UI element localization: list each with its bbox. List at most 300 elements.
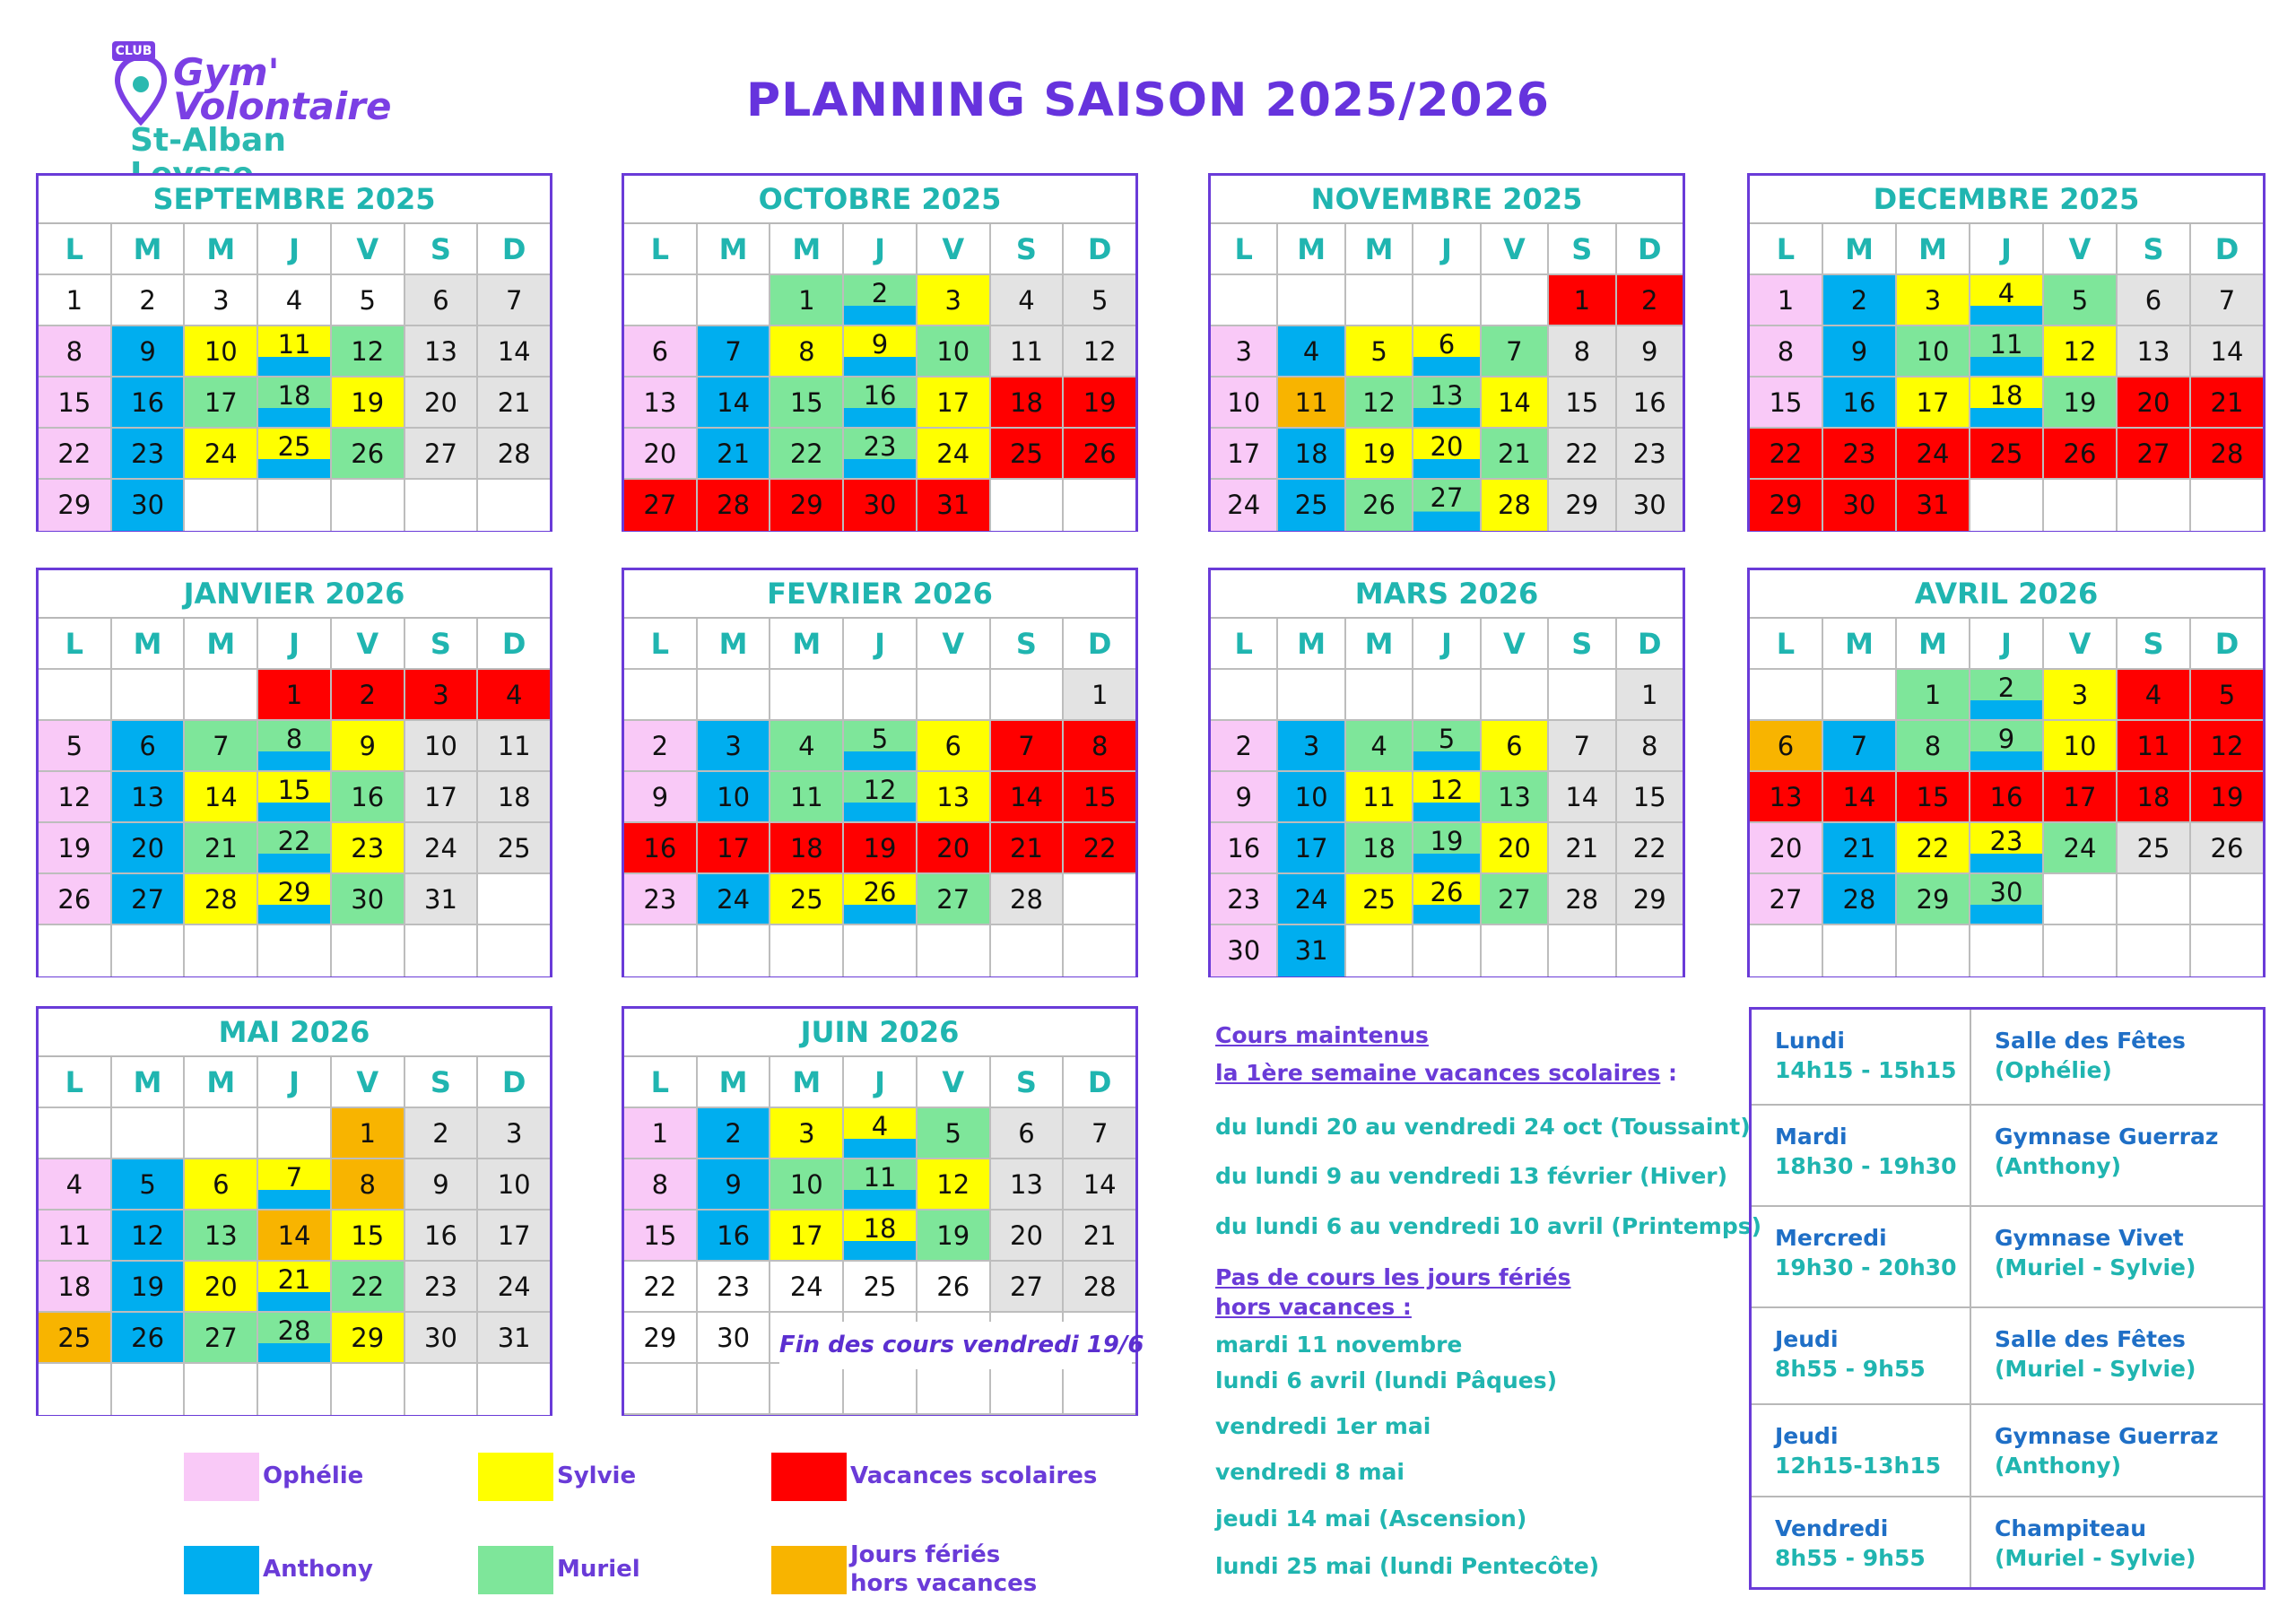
- weekday-label: V: [1482, 224, 1549, 275]
- day-number: 6: [1438, 329, 1456, 360]
- schedule-time: 8h55 - 9h55: [1775, 1545, 1926, 1571]
- weekday-label: D: [478, 1057, 550, 1108]
- day-number: 27: [424, 438, 457, 469]
- day-cell: [2044, 429, 2118, 480]
- legend-label: Anthony: [263, 1556, 373, 1583]
- day-number: 29: [643, 1323, 677, 1353]
- weekday-label: S: [405, 224, 479, 275]
- weekday-label: M: [1278, 619, 1345, 670]
- day-number: 24: [1227, 490, 1261, 520]
- day-cell: [2191, 721, 2263, 772]
- weekday-label: D: [478, 224, 550, 275]
- day-cell: [39, 378, 112, 429]
- weekday-label: M: [185, 1057, 258, 1108]
- weekday-header: [39, 224, 550, 275]
- day-number: 23: [717, 1271, 751, 1302]
- day-cell: [1064, 275, 1135, 326]
- day-cell: [478, 275, 550, 326]
- week-row: [1211, 275, 1683, 326]
- day-cell: [770, 721, 844, 772]
- day-number: 6: [1018, 1118, 1035, 1149]
- day-number: 16: [863, 380, 897, 411]
- day-cell: [1970, 480, 2044, 531]
- day-cell: [770, 326, 844, 378]
- day-cell: [1413, 721, 1481, 772]
- day-number: 8: [798, 336, 815, 367]
- weekday-label: V: [332, 224, 405, 275]
- day-cell: [1823, 326, 1897, 378]
- day-number: 11: [1294, 387, 1328, 418]
- day-cell: [844, 925, 918, 976]
- day-cell: [1970, 429, 2044, 480]
- day-cell: [1278, 772, 1345, 823]
- day-cell: [112, 378, 186, 429]
- day-cell: [991, 326, 1065, 378]
- schedule-day-cell: [1752, 1010, 1971, 1104]
- legend-label: Sylvie: [557, 1462, 637, 1489]
- schedule-coach: (Anthony): [1995, 1153, 2122, 1179]
- day-number: 8: [1641, 731, 1658, 761]
- day-number: 1: [651, 1118, 669, 1149]
- month-title: AVRIL 2026: [1750, 570, 2263, 619]
- day-cell: [1278, 874, 1345, 925]
- day-number: 19: [1430, 826, 1464, 856]
- day-cell: [332, 1262, 405, 1313]
- day-number: 16: [717, 1220, 751, 1251]
- day-cell: [405, 326, 479, 378]
- day-number: 1: [359, 1118, 376, 1149]
- day-cell: [112, 1313, 186, 1364]
- schedule-place: Salle des Fêtes: [1995, 1028, 2186, 1054]
- schedule-day: Jeudi: [1775, 1423, 1839, 1449]
- day-number: 6: [2144, 285, 2162, 316]
- day-number: 28: [497, 438, 531, 469]
- day-cell: [624, 823, 698, 874]
- day-cell: [112, 670, 186, 721]
- day-number: 31: [936, 490, 970, 520]
- day-number: 24: [497, 1271, 531, 1302]
- day-cell: [405, 772, 479, 823]
- day-number: 1: [1091, 680, 1109, 710]
- info-holiday-4: vendredi 8 mai: [1215, 1459, 1405, 1485]
- week-row: [39, 480, 550, 531]
- day-cell: [624, 925, 698, 976]
- day-cell: [624, 1159, 698, 1211]
- day-cell: [2044, 378, 2118, 429]
- day-cell: [185, 378, 258, 429]
- day-cell: [1064, 721, 1135, 772]
- week-row: [39, 823, 550, 874]
- day-cell: [1211, 670, 1278, 721]
- day-number: 14: [497, 336, 531, 367]
- weekday-label: D: [1064, 224, 1135, 275]
- day-number: 18: [277, 380, 311, 411]
- day-cell: [112, 874, 186, 925]
- day-cell: [478, 1262, 550, 1313]
- day-number: 5: [1091, 285, 1109, 316]
- week-row: [1211, 823, 1683, 874]
- day-cell: [1970, 874, 2044, 925]
- day-cell: [405, 1313, 479, 1364]
- weekday-header: [1750, 224, 2263, 275]
- day-cell: [185, 1108, 258, 1159]
- day-cell: [2044, 326, 2118, 378]
- week-row: [1211, 772, 1683, 823]
- day-number: 4: [871, 1111, 889, 1141]
- weekday-label: L: [39, 224, 112, 275]
- day-number: 20: [204, 1271, 238, 1302]
- week-row: [624, 1211, 1135, 1262]
- day-number: 19: [2063, 387, 2097, 418]
- day-number: 21: [1010, 833, 1043, 864]
- schedule-place: Champiteau: [1995, 1515, 2147, 1541]
- day-cell: [1970, 772, 2044, 823]
- schedule-row: [1752, 1497, 2263, 1587]
- day-cell: [1750, 326, 1823, 378]
- day-cell: [1823, 721, 1897, 772]
- day-number: 2: [1997, 673, 2015, 703]
- weekday-label: J: [1413, 619, 1481, 670]
- day-cell: [1617, 326, 1683, 378]
- day-number: 28: [1010, 884, 1043, 915]
- day-cell: [39, 326, 112, 378]
- weekday-header: [39, 619, 550, 670]
- day-cell: [2118, 823, 2191, 874]
- month-title: MAI 2026: [39, 1009, 550, 1057]
- weekday-label: D: [2191, 619, 2263, 670]
- day-cell: [1346, 772, 1413, 823]
- day-number: 30: [424, 1323, 457, 1353]
- weekday-label: D: [478, 619, 550, 670]
- info-holiday-3: vendredi 1er mai: [1215, 1413, 1431, 1439]
- day-number: 25: [789, 884, 823, 915]
- day-number: 17: [2063, 782, 2097, 812]
- schedule-place-cell: [1971, 1497, 2263, 1587]
- day-cell: [844, 480, 918, 531]
- day-cell: [332, 275, 405, 326]
- day-number: 30: [1989, 877, 2023, 907]
- day-cell: [991, 772, 1065, 823]
- day-cell: [698, 1364, 771, 1415]
- day-number: 5: [871, 724, 889, 754]
- weekday-header: [624, 1057, 1135, 1108]
- day-number: 2: [1641, 285, 1658, 316]
- day-cell: [991, 721, 1065, 772]
- day-cell: [1549, 772, 1616, 823]
- day-cell: [1413, 772, 1481, 823]
- logo-line2: Volontaire: [173, 84, 392, 128]
- weekday-label: L: [1750, 224, 1823, 275]
- day-number: 19: [131, 1271, 165, 1302]
- day-number: 2: [725, 1118, 742, 1149]
- day-cell: [991, 874, 1065, 925]
- day-number: 13: [424, 336, 457, 367]
- day-number: 27: [131, 884, 165, 915]
- day-cell: [185, 670, 258, 721]
- day-number: 1: [1573, 285, 1591, 316]
- day-number: 20: [1430, 431, 1464, 462]
- day-number: 12: [1430, 775, 1464, 805]
- day-cell: [112, 429, 186, 480]
- legend-label: Vacances scolaires: [850, 1462, 1098, 1489]
- day-cell: [844, 670, 918, 721]
- schedule-day: Mardi: [1775, 1124, 1848, 1150]
- day-cell: [405, 1159, 479, 1211]
- day-cell: [405, 925, 479, 976]
- day-number: 23: [131, 438, 165, 469]
- day-cell: [1823, 378, 1897, 429]
- week-row: [624, 326, 1135, 378]
- day-cell: [1750, 874, 1823, 925]
- week-row: [1211, 925, 1683, 976]
- day-number: 5: [944, 1118, 961, 1149]
- day-cell: [39, 1313, 112, 1364]
- month-title: OCTOBRE 2025: [624, 176, 1135, 224]
- day-number: 10: [424, 731, 457, 761]
- week-row: [624, 275, 1135, 326]
- day-cell: [1413, 275, 1481, 326]
- day-cell: [332, 326, 405, 378]
- day-cell: [478, 1313, 550, 1364]
- day-cell: [1278, 378, 1345, 429]
- day-number: 8: [359, 1169, 376, 1200]
- day-number: 8: [1777, 336, 1795, 367]
- day-number: 12: [351, 336, 385, 367]
- weekday-label: L: [624, 224, 698, 275]
- day-number: 18: [2136, 782, 2170, 812]
- day-cell: [1750, 429, 1823, 480]
- day-cell: [770, 925, 844, 976]
- day-number: 3: [1924, 285, 1942, 316]
- day-cell: [405, 874, 479, 925]
- day-cell: [918, 1364, 991, 1415]
- day-cell: [770, 670, 844, 721]
- day-cell: [918, 1262, 991, 1313]
- schedule-place: Gymnase Guerraz: [1995, 1423, 2219, 1449]
- day-number: 19: [936, 1220, 970, 1251]
- day-cell: [991, 1108, 1065, 1159]
- weekday-label: M: [770, 1057, 844, 1108]
- info-vacation-2: du lundi 9 au vendredi 13 février (Hiver): [1215, 1163, 1728, 1189]
- schedule-place-cell: [1971, 1207, 2263, 1306]
- day-cell: [1970, 326, 2044, 378]
- day-cell: [1823, 772, 1897, 823]
- day-number: 14: [1565, 782, 1599, 812]
- day-number: 27: [204, 1323, 238, 1353]
- day-number: 7: [505, 285, 523, 316]
- week-row: [39, 874, 550, 925]
- day-number: 17: [204, 387, 238, 418]
- weekday-label: M: [1823, 224, 1897, 275]
- weekday-label: M: [770, 619, 844, 670]
- weekday-label: J: [258, 619, 332, 670]
- day-cell: [991, 1211, 1065, 1262]
- weekday-label: V: [918, 1057, 991, 1108]
- day-number: 14: [1842, 782, 1876, 812]
- day-cell: [405, 721, 479, 772]
- day-number: 12: [863, 775, 897, 805]
- weekday-label: S: [2118, 224, 2191, 275]
- day-number: 9: [139, 336, 156, 367]
- month-calendar: [622, 173, 1138, 532]
- legend-label: Jours fériés hors vacances: [850, 1541, 1038, 1597]
- day-number: 18: [1989, 380, 2023, 411]
- day-cell: [1549, 378, 1616, 429]
- day-cell: [698, 721, 771, 772]
- day-number: 20: [1769, 833, 1803, 864]
- day-cell: [844, 429, 918, 480]
- day-cell: [1970, 670, 2044, 721]
- day-cell: [1549, 275, 1616, 326]
- day-number: 18: [863, 1213, 897, 1244]
- day-cell: [1346, 823, 1413, 874]
- day-number: 17: [424, 782, 457, 812]
- day-number: 21: [277, 1264, 311, 1295]
- month-calendar: [36, 1006, 552, 1416]
- day-number: 10: [204, 336, 238, 367]
- info-holiday-6: lundi 25 mai (lundi Pentecôte): [1215, 1553, 1600, 1579]
- day-cell: [112, 925, 186, 976]
- day-cell: [112, 772, 186, 823]
- day-number: 4: [1302, 336, 1320, 367]
- day-number: 31: [497, 1323, 531, 1353]
- day-number: 11: [497, 731, 531, 761]
- month-title: JANVIER 2026: [39, 570, 550, 619]
- day-number: 6: [139, 731, 156, 761]
- day-number: 13: [1497, 782, 1531, 812]
- weekday-label: M: [698, 1057, 771, 1108]
- day-number: 2: [871, 278, 889, 308]
- day-number: 29: [1916, 884, 1950, 915]
- day-number: 1: [65, 285, 83, 316]
- day-cell: [39, 429, 112, 480]
- schedule-day-cell: [1752, 1497, 1971, 1587]
- day-cell: [112, 823, 186, 874]
- day-number: 16: [1842, 387, 1876, 418]
- weekday-label: M: [1897, 619, 1970, 670]
- day-number: 20: [643, 438, 677, 469]
- day-cell: [1750, 480, 1823, 531]
- day-number: 30: [1842, 490, 1876, 520]
- day-number: 25: [863, 1271, 897, 1302]
- week-row: [39, 1313, 550, 1364]
- day-cell: [1211, 721, 1278, 772]
- day-cell: [1482, 721, 1549, 772]
- day-cell: [2118, 275, 2191, 326]
- day-number: 27: [1769, 884, 1803, 915]
- day-number: 7: [1573, 731, 1591, 761]
- day-cell: [258, 429, 332, 480]
- info-heading-1: Cours maintenus: [1215, 1022, 1429, 1048]
- weekday-label: J: [844, 619, 918, 670]
- day-number: 3: [505, 1118, 523, 1149]
- day-number: 15: [789, 387, 823, 418]
- day-number: 6: [213, 1169, 230, 1200]
- month-calendar: [1747, 173, 2266, 532]
- day-number: 2: [432, 1118, 449, 1149]
- day-number: 10: [2063, 731, 2097, 761]
- day-cell: [770, 1364, 844, 1415]
- day-cell: [258, 480, 332, 531]
- weekday-label: M: [698, 619, 771, 670]
- day-cell: [991, 1262, 1065, 1313]
- day-cell: [698, 1262, 771, 1313]
- day-cell: [1897, 925, 1970, 976]
- day-number: 24: [204, 438, 238, 469]
- day-cell: [185, 874, 258, 925]
- day-cell: [770, 480, 844, 531]
- day-cell: [1897, 326, 1970, 378]
- day-number: 19: [1083, 387, 1117, 418]
- day-cell: [332, 480, 405, 531]
- day-number: 7: [1850, 731, 1868, 761]
- day-cell: [698, 1108, 771, 1159]
- day-cell: [112, 275, 186, 326]
- day-number: 12: [57, 782, 91, 812]
- day-number: 20: [936, 833, 970, 864]
- schedule-place: Gymnase Vivet: [1995, 1225, 2184, 1251]
- day-cell: [1211, 326, 1278, 378]
- day-cell: [844, 1211, 918, 1262]
- day-number: 21: [497, 387, 531, 418]
- day-cell: [991, 429, 1065, 480]
- day-cell: [1549, 925, 1616, 976]
- day-number: 2: [139, 285, 156, 316]
- day-number: 27: [1010, 1271, 1043, 1302]
- day-cell: [844, 326, 918, 378]
- day-cell: [185, 1262, 258, 1313]
- day-cell: [39, 1211, 112, 1262]
- day-number: 18: [497, 782, 531, 812]
- day-cell: [770, 1159, 844, 1211]
- week-row: [39, 1364, 550, 1415]
- day-number: 15: [643, 1220, 677, 1251]
- day-cell: [1346, 275, 1413, 326]
- schedule-time: 12h15-13h15: [1775, 1453, 1942, 1479]
- day-cell: [112, 1108, 186, 1159]
- day-cell: [1211, 925, 1278, 976]
- day-cell: [1346, 874, 1413, 925]
- week-row: [624, 874, 1135, 925]
- day-number: 11: [789, 782, 823, 812]
- info-heading-2-suffix: :: [1660, 1060, 1678, 1086]
- day-number: 11: [1362, 782, 1396, 812]
- day-cell: [698, 326, 771, 378]
- weekday-label: J: [844, 1057, 918, 1108]
- day-cell: [39, 1108, 112, 1159]
- day-cell: [844, 378, 918, 429]
- day-cell: [1346, 721, 1413, 772]
- day-number: 16: [131, 387, 165, 418]
- legend-label: Ophélie: [263, 1462, 364, 1489]
- month-calendar: [1208, 568, 1685, 977]
- weekday-label: L: [39, 619, 112, 670]
- day-number: 21: [2210, 387, 2244, 418]
- day-cell: [2044, 721, 2118, 772]
- info-holiday-2: lundi 6 avril (lundi Pâques): [1215, 1367, 1558, 1393]
- day-number: 25: [57, 1323, 91, 1353]
- day-cell: [1549, 670, 1616, 721]
- day-number: 29: [1565, 490, 1599, 520]
- day-cell: [1413, 874, 1481, 925]
- day-cell: [185, 823, 258, 874]
- weekday-header: [1750, 619, 2263, 670]
- day-cell: [2118, 721, 2191, 772]
- day-number: 3: [2071, 680, 2089, 710]
- weekday-label: S: [1549, 224, 1616, 275]
- day-cell: [1064, 480, 1135, 531]
- day-cell: [1346, 378, 1413, 429]
